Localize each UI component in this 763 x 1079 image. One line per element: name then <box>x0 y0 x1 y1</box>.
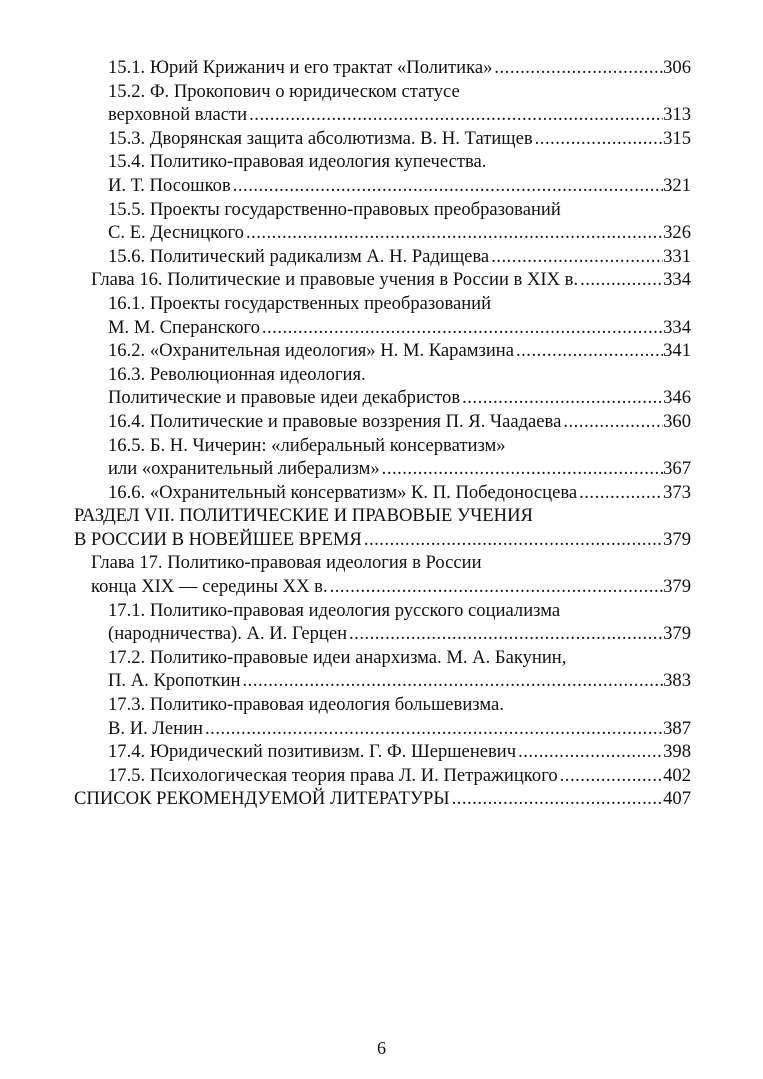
dot-leader <box>380 457 663 481</box>
toc-entry-title: 15.4. Политико-правовая идеология купечества. <box>108 151 487 173</box>
toc-entry-page: 334 <box>663 269 691 291</box>
toc-entry-continuation[interactable] <box>74 316 691 340</box>
toc-chapter[interactable] <box>74 268 691 292</box>
toc-entry-title: Политические и правовые идеи декабристов <box>108 387 461 409</box>
toc-entry[interactable] <box>74 150 691 174</box>
toc-entry-page: 367 <box>663 458 691 480</box>
toc-entry-title: С. Е. Десницкого <box>108 222 244 244</box>
dot-leader <box>244 221 663 245</box>
toc-entry-page: 383 <box>663 670 691 692</box>
toc-entry-page: 313 <box>663 104 691 126</box>
toc-entry[interactable] <box>74 646 691 670</box>
toc-entry[interactable] <box>74 363 691 387</box>
toc-entry-title: СПИСОК РЕКОМЕНДУЕМОЙ ЛИТЕРАТУРЫ <box>74 788 450 810</box>
dot-leader <box>561 410 663 434</box>
toc-entry-title: конца XIX — середины XX в. <box>91 576 328 598</box>
toc-entry-title: В. И. Ленин <box>108 717 204 739</box>
toc-entry-page: 402 <box>663 764 691 786</box>
toc-entry[interactable] <box>74 481 691 505</box>
toc-entry-title: И. Т. Посошков <box>108 174 231 196</box>
page-number: 6 <box>377 1038 386 1058</box>
dot-leader <box>577 481 663 505</box>
toc-entry[interactable] <box>74 56 691 80</box>
toc-entry-title: 15.6. Политический радикализм А. Н. Радищева <box>108 245 490 267</box>
dot-leader <box>247 103 663 127</box>
toc-section[interactable] <box>74 787 691 811</box>
toc-entry[interactable] <box>74 764 691 788</box>
dot-leader <box>328 575 664 599</box>
toc-entry-page: 321 <box>663 174 691 196</box>
dot-leader <box>460 386 663 410</box>
toc-entry-page: 373 <box>663 481 691 503</box>
toc-entry-page: 379 <box>663 623 691 645</box>
toc-entry-title: 15.2. Ф. Прокопович о юридическом статусе <box>108 80 460 102</box>
toc-entry-title: 15.3. Дворянская защита абсолютизма. В. Н. Татищев <box>108 127 533 149</box>
toc-entry-title: 16.4. Политические и правовые воззрения П. Я. Чаадаева <box>108 410 562 432</box>
dot-leader <box>241 669 664 693</box>
dot-leader <box>489 245 663 269</box>
toc-entry-title: 17.4. Юридический позитивизм. Г. Ф. Шершеневич <box>108 741 517 763</box>
toc-entry-continuation[interactable] <box>74 622 691 646</box>
toc-entry-page: 346 <box>663 387 691 409</box>
toc-entry-title: П. А. Кропоткин <box>108 670 241 692</box>
toc-entry[interactable] <box>74 599 691 623</box>
toc-entry[interactable] <box>74 245 691 269</box>
toc-entry-page: 341 <box>663 340 691 362</box>
toc-entry-title: В РОССИИ В НОВЕЙШЕЕ ВРЕМЯ <box>74 528 362 550</box>
dot-leader <box>231 174 663 198</box>
toc-section-continuation[interactable] <box>74 528 691 552</box>
toc-entry-page: 407 <box>663 788 691 810</box>
toc-entry-title: РАЗДЕЛ VII. ПОЛИТИЧЕСКИЕ И ПРАВОВЫЕ УЧЕНИЯ <box>74 505 533 527</box>
toc-entry-title: или «охранительный либерализм» <box>108 458 380 480</box>
toc-entry[interactable] <box>74 693 691 717</box>
table-of-contents <box>74 56 691 811</box>
toc-entry-title: 17.2. Политико-правовые идеи анархизма. М. А. Бакунин, <box>108 646 567 668</box>
toc-entry[interactable] <box>74 434 691 458</box>
dot-leader <box>533 127 663 151</box>
toc-entry-page: 360 <box>663 410 691 432</box>
toc-chapter-continuation[interactable] <box>74 575 691 599</box>
toc-entry-continuation[interactable] <box>74 174 691 198</box>
toc-entry[interactable] <box>74 127 691 151</box>
toc-entry[interactable] <box>74 339 691 363</box>
toc-entry-title: 16.6. «Охранительный консерватизм» К. П. Победоносцева <box>108 481 578 503</box>
toc-entry-page: 315 <box>663 127 691 149</box>
toc-entry-title: (народничества). А. И. Герцен <box>108 623 348 645</box>
dot-leader <box>347 622 663 646</box>
toc-entry-page: 379 <box>663 576 691 598</box>
toc-entry-page: 387 <box>663 717 691 739</box>
toc-entry-title: верховной власти <box>108 104 248 126</box>
toc-entry-page: 326 <box>663 222 691 244</box>
toc-chapter[interactable] <box>74 551 691 575</box>
dot-leader <box>492 56 663 80</box>
toc-entry-title: 16.2. «Охранительная идеология» Н. М. Карамзина <box>108 340 514 362</box>
toc-section[interactable] <box>74 504 691 528</box>
toc-entry-continuation[interactable] <box>74 386 691 410</box>
toc-entry[interactable] <box>74 292 691 316</box>
toc-entry-title: М. М. Сперанского <box>108 316 260 338</box>
dot-leader <box>514 339 663 363</box>
toc-entry-page: 306 <box>663 57 691 78</box>
toc-entry-title: 16.1. Проекты государственных преобразований <box>108 292 492 314</box>
dot-leader <box>362 528 663 552</box>
toc-entry-continuation[interactable] <box>74 717 691 741</box>
toc-entry-continuation[interactable] <box>74 103 691 127</box>
toc-entry[interactable] <box>74 198 691 222</box>
toc-entry-title: 16.5. Б. Н. Чичерин: «либеральный консерватизм» <box>108 434 506 456</box>
toc-entry-title: 15.1. Юрий Крижанич и его трактат «Политика» <box>108 57 493 78</box>
toc-entry-title: 16.3. Революционная идеология. <box>108 363 366 385</box>
toc-entry-page: 379 <box>663 528 691 550</box>
dot-leader <box>578 268 663 292</box>
dot-leader <box>516 740 663 764</box>
toc-entry-title: Глава 17. Политико-правовая идеология в России <box>91 552 482 574</box>
toc-entry-continuation[interactable] <box>74 457 691 481</box>
dot-leader <box>203 717 663 741</box>
dot-leader <box>260 316 663 340</box>
toc-entry[interactable] <box>74 740 691 764</box>
toc-entry-page: 398 <box>663 741 691 763</box>
toc-entry-title: 15.5. Проекты государственно-правовых преобразований <box>108 198 561 220</box>
toc-entry[interactable] <box>74 410 691 434</box>
toc-entry-title: 17.1. Политико-правовая идеология русского социализма <box>108 599 561 621</box>
toc-entry-title: 17.3. Политико-правовая идеология большевизма. <box>108 694 504 716</box>
toc-entry-continuation[interactable] <box>74 221 691 245</box>
toc-entry-title: Глава 16. Политические и правовые учения в России в XIX в. <box>91 269 579 291</box>
dot-leader <box>450 787 664 811</box>
toc-entry-title: 17.5. Психологическая теория права Л. И. Петражицкого <box>108 764 558 786</box>
toc-entry-continuation[interactable] <box>74 669 691 693</box>
dot-leader <box>558 764 663 788</box>
toc-entry[interactable] <box>74 80 691 104</box>
toc-entry-page: 334 <box>663 316 691 338</box>
toc-entry-page: 331 <box>663 245 691 267</box>
